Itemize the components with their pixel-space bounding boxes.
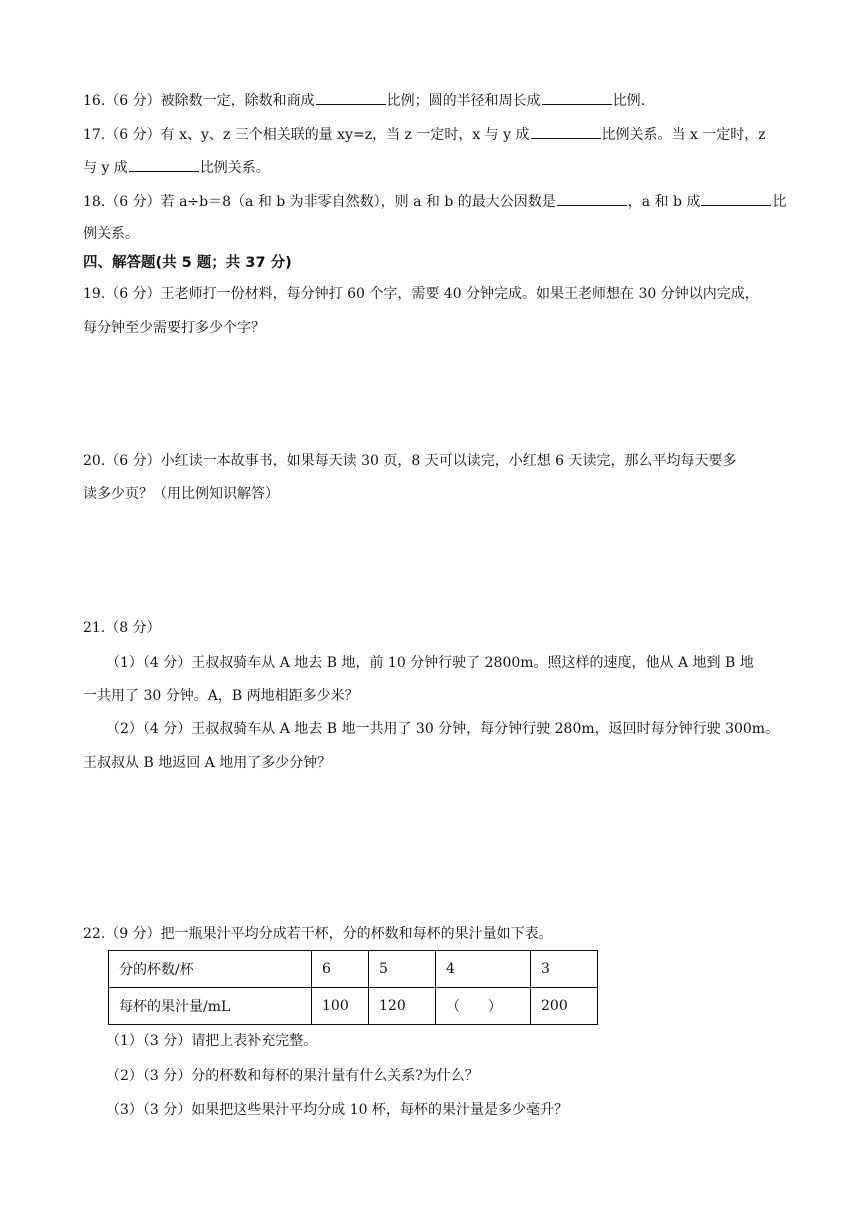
q17-text-b: 比例关系。当 x 一定时，z [601, 127, 766, 143]
question-22-part-3: （3）（3 分）如果把这些果汁平均分成 10 杯，每杯的果汁量是多少毫升？ [106, 1102, 568, 1118]
q16-text-a: 16.（6 分）被除数一定，除数和商成 [83, 93, 315, 109]
q18-blank-2[interactable] [701, 191, 771, 206]
question-20-line-1: 20.（6 分）小红读一本故事书，如果每天读 30 页，8 天可以读完，小红想 6 天读完，那么平均每天要多 [83, 453, 737, 469]
table-cell: 4 [436, 951, 531, 988]
table-cell: 6 [312, 951, 369, 988]
question-21-part-1-line-1: （1）（4 分）王叔叔骑车从 A 地去 B 地，前 10 分钟行驶了 2800m。照这样的速度，他从 A 地到 B 地 [106, 655, 754, 671]
q18-blank-1[interactable] [557, 191, 627, 206]
q17-blank-1[interactable] [531, 124, 601, 139]
question-20-line-2: 读多少页？（用比例知识解答） [83, 486, 279, 502]
table-cell: 3 [531, 951, 598, 988]
q18-text-a: 18.（6 分）若 a÷b＝8（a 和 b 为非零自然数），则 a 和 b 的最大公因数是 [83, 194, 556, 210]
table-cell: 每杯的果汁量/mL [109, 988, 312, 1025]
question-17-line-1 [83, 124, 766, 145]
answer-blank-cell[interactable]: （ ） [436, 988, 531, 1025]
question-22-part-2: （2）（3 分）分的杯数和每杯的果汁量有什么关系?为什么？ [106, 1068, 479, 1084]
question-21-part-2-line-2: 王叔叔从 B 地返回 A 地用了多少分钟？ [83, 755, 332, 771]
q17-text-a: 17.（6 分）有 x、y、z 三个相关联的量 xy=z，当 z 一定时，x 与 y 成 [83, 127, 530, 143]
q17-text-d: 比例关系。 [199, 160, 270, 176]
question-19-line-2: 每分钟至少需要打多少个字？ [83, 320, 265, 336]
q17-blank-2[interactable] [129, 157, 199, 172]
question-21-heading: 21.（8 分） [83, 620, 161, 636]
question-18-line-2: 例关系。 [83, 226, 139, 242]
table-cell: 分的杯数/杯 [109, 951, 312, 988]
q16-blank-2[interactable] [542, 90, 612, 105]
question-17-line-2 [83, 157, 270, 178]
question-21-part-2-line-1: （2）（4 分）王叔叔骑车从 A 地去 B 地一共用了 30 分钟，每分钟行驶 280m，返回时每分钟行驶 300m。 [106, 721, 780, 737]
table-cell: 120 [369, 988, 436, 1025]
q18-text-b: ，a 和 b 成 [627, 194, 701, 210]
juice-table [108, 950, 598, 1025]
table-cell: 200 [531, 988, 598, 1025]
q16-text-b: 比例；圆的半径和周长成 [386, 93, 541, 109]
question-22-heading: 22.（9 分）把一瓶果汁平均分成若干杯，分的杯数和每杯的果汁量如下表。 [83, 926, 553, 942]
q17-text-c: 与 y 成 [83, 160, 128, 176]
q16-blank-1[interactable] [316, 90, 386, 105]
question-21-part-1-line-2: 一共用了 30 分钟。A，B 两地相距多少米？ [83, 688, 359, 704]
q18-text-c: 比 [772, 194, 787, 210]
table-cell: 5 [369, 951, 436, 988]
question-18-line-1 [83, 191, 786, 212]
section-heading: 四、解答题(共 5 题；共 37 分) [83, 255, 292, 271]
question-19-line-1: 19.（6 分）王老师打一份材料，每分钟打 60 个字，需要 40 分钟完成。如果王老师想在 30 分钟以内完成， [83, 286, 759, 302]
table-cell: 100 [312, 988, 369, 1025]
question-22-part-1: （1）（3 分）请把上表补充完整。 [106, 1033, 318, 1049]
question-16 [83, 90, 645, 111]
q16-text-c: 比例. [612, 93, 646, 109]
table-row [109, 988, 598, 1025]
table-row [109, 951, 598, 988]
